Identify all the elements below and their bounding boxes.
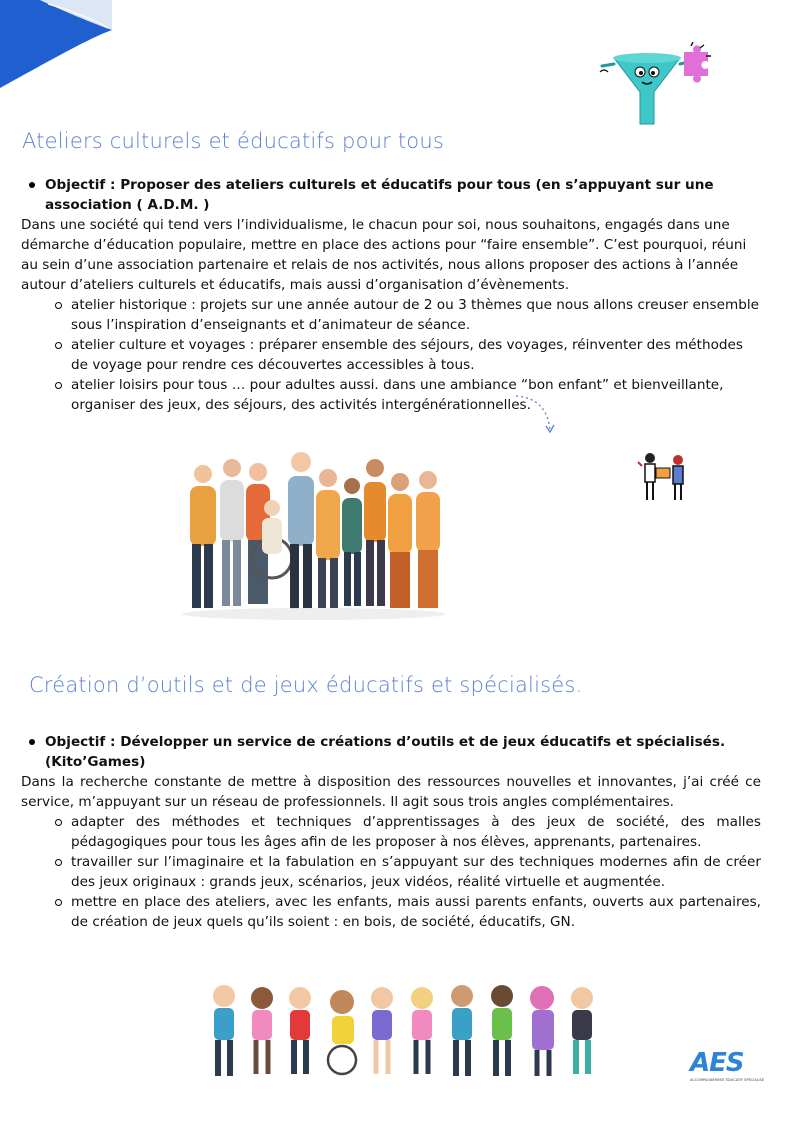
list-item <box>55 295 761 335</box>
corner-decoration <box>0 0 112 90</box>
list-item-text: travailler sur l’imaginaire et la fabulation en s’appuyant sur des techniques modernes afin de créer des jeux originaux : grands jeux, scénarios, jeux vidéos, réalité virtuelle et augmentée. <box>71 854 761 890</box>
circle-bullet-icon <box>55 342 62 349</box>
children-row-illustration <box>196 980 604 1080</box>
section2-list <box>21 812 761 932</box>
list-item <box>55 892 761 932</box>
circle-bullet-icon <box>55 819 62 826</box>
group-of-people-illustration <box>176 438 452 630</box>
bullet-icon <box>29 739 35 745</box>
list-item <box>55 812 761 852</box>
section1-objective-line1: Objectif : Proposer des ateliers culturels et éducatifs pour tous (en s’appuyant sur une <box>45 177 714 193</box>
section2-objective-line1: Objectif : Développer un service de créations d’outils et de jeux éducatifs et spécialisés. <box>45 734 726 750</box>
list-item-text: mettre en place des ateliers, avec les enfants, mais aussi parents enfants, ouverts aux partenaires, de création de jeux quels qu’ils soient : en bois, de société, éducatifs, GN. <box>71 894 761 930</box>
funnel-mascot-icon <box>596 42 720 130</box>
section1-objective <box>29 175 761 215</box>
section1-title: Ateliers culturels et éducatifs pour tous <box>22 129 444 153</box>
section1-intro: Dans une société qui tend vers l’individualisme, le chacun pour soi, nous souhaitons, engagés dans une démarche d’éducation populaire, mettre en place des actions pour “faire ensemble”. C’est pourquoi, réuni au sein d’une association partenaire et relais de nos activités, nous allons proposer des actions à l’année autour d’ateliers culturels et éducatifs, mais aussi d’organisation d’évènements. <box>21 217 747 293</box>
section2-title: Création d’outils et de jeux éducatifs et spécialisés. <box>29 673 583 697</box>
section1-list <box>21 295 761 415</box>
section2-objective-line2: (Kito’Games) <box>45 754 146 770</box>
list-item-text: atelier culture et voyages : préparer ensemble des séjours, des voyages, réinventer des méthodes de voyage pour rendre ces découvertes accessibles à tous. <box>71 337 743 373</box>
section1-body <box>21 175 761 415</box>
section2-body <box>21 732 761 932</box>
aes-logo <box>690 1048 770 1082</box>
dotted-arrow-icon <box>512 392 562 436</box>
circle-bullet-icon <box>55 302 62 309</box>
bullet-icon <box>29 182 35 188</box>
list-item-text: atelier historique : projets sur une année autour de 2 ou 3 thèmes que nous allons creuser ensemble sous l’inspiration d’enseignants et d’animateur de séance. <box>71 297 759 333</box>
circle-bullet-icon <box>55 382 62 389</box>
circle-bullet-icon <box>55 859 62 866</box>
section2-objective <box>29 732 761 772</box>
list-item-text: adapter des méthodes et techniques d’apprentissages à des jeux de société, des malles pédagogiques pour tous les âges afin de les proposer à nos élèves, apprenants, partenaires. <box>71 814 761 850</box>
list-item <box>55 375 761 415</box>
teacher-student-icon <box>636 450 694 504</box>
list-item <box>55 335 761 375</box>
list-item-text: atelier loisirs pour tous … pour adultes aussi. dans une ambiance “bon enfant” et bienveillante, organiser des jeux, des séjours, des activités intergénérationnelles. <box>71 377 724 413</box>
list-item <box>55 852 761 892</box>
section1-objective-line2: association ( A.D.M. ) <box>45 197 210 213</box>
aes-logo-tagline: ACCOMPAGNEMENT ÉDUCATIF SPÉCIALISÉ <box>690 1078 765 1082</box>
aes-logo-title: AES <box>690 1048 744 1078</box>
circle-bullet-icon <box>55 899 62 906</box>
section2-intro: Dans la recherche constante de mettre à disposition des ressources nouvelles et innovantes, j’ai créé ce service, m’appuyant sur un réseau de professionnels. Il agit sous trois angles complémentaires. <box>21 774 761 810</box>
